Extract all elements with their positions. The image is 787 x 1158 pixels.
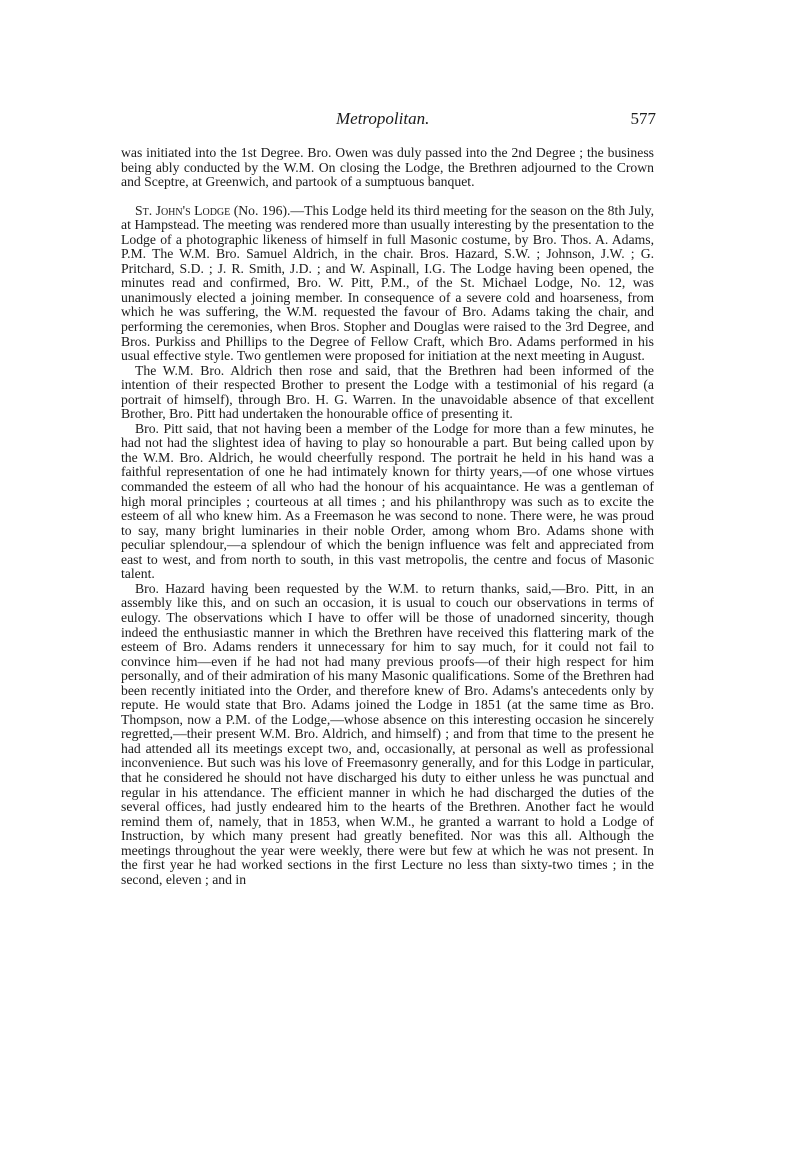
paragraph-st-johns-lodge xyxy=(121,204,654,364)
paragraph-hazard-reply: Bro. Hazard having been requested by the W.M. to return thanks, said,—Bro. Pitt, in an assembly like this, and on such an occasion, it is usual to couch our observations in terms of eulogy. The observations which I have to offer will be those of unadorned sincerity, though indeed the enthusiastic manner in which the Brethren have received this flattering mark of the esteem of Bro. Adams renders it unnecessary for him to say much, for it could not fail to convince him—even if he had not had many previous proofs—of their high respect for him personally, and of their admiration of his many Masonic qualifications. Some of the Brethren had been recently initiated into the Order, and therefore knew of Bro. Adams's antecedents only by repute. He would state that Bro. Adams joined the Lodge in 1851 (at the same time as Bro. Thompson, now a P.M. of the Lodge,—whose absence on this interesting occasion he sincerely regretted,—their present W.M. Bro. Aldrich, and himself) ; and from that time to the present he had attended all its meetings except two, and, occasionally, at personal as well as professional inconvenience. But such was his love of Freemasonry generally, and for this Lodge in particular, that he considered he should not have discharged his duty to either unless he was punctual and regular in his attendance. The efficient manner in which he had discharged the duties of the several offices, had justly endeared him to the hearts of the Brethren. Another fact he would remind them of, namely, that in 1853, when W.M., he granted a warrant to hold a Lodge of Instruction, by which many present had greatly benefited. Nor was this all. Although the meetings throughout the year were weekly, there were but few at which he was not present. In the first year he had worked sections in the first Lecture no less than sixty-two times ; in the second, eleven ; and in xyxy=(121,580,654,887)
running-title: Metropolitan. xyxy=(336,109,430,128)
paragraph-pitt-speech: Bro. Pitt said, that not having been a member of the Lodge for more than a few minutes, he had not had the slightest idea of having to play so honourable a part. But being called upon by the W.M. Bro. Aldrich, he would cheerfully respond. The portrait he held in his hand was a faithful representation of one he had intimately known for thirty years,—of one whose virtues commanded the esteem of all who had the honour of his acquaintance. He was a gentleman of high moral principles ; courteous at all times ; and his philanthropy was such as to excite the esteem of all who knew him. As a Freemason he was second to none. There were, he was proud to say, many bright luminaries in their noble Order, among whom Bro. Adams shone with peculiar splendour,—a splendour of which the benign influence was felt and appreciated from east to west, and from north to south, in this vast metropolis, the centre and focus of Masonic talent. xyxy=(121,420,654,582)
lodge-name: St. John's Lodge xyxy=(135,202,231,218)
article-body xyxy=(121,146,654,887)
page-number: 577 xyxy=(630,109,656,128)
paragraph-aldrich-address: The W.M. Bro. Aldrich then rose and said, that the Brethren had been informed of the intention of their respected Brother to present the Lodge with a testimonial of his regard (a portrait of himself), through Bro. H. G. Warren. In the unavoidable absence of that excellent Brother, Bro. Pitt had undertaken the honourable office of presenting it. xyxy=(121,362,654,422)
paragraph-continuation: was initiated into the 1st Degree. Bro. Owen was duly passed into the 2nd Degree ; the business being ably conducted by the W.M. On closing the Lodge, the Brethren adjourned to the Crown and Sceptre, at Greenwich, and partook of a sumptuous banquet. xyxy=(121,145,654,190)
paragraph-text: (No. 196).—This Lodge held its third meeting for the season on the 8th July, at Hampstead. The meeting was rendered more than usually interesting by the presentation to the Lodge of a photographic likeness of himself in full Masonic costume, by Bro. Thos. A. Adams, P.M. The W.M. Bro. Samuel Aldrich, in the chair. Bros. Hazard, S.W. ; Johnson, J.W. ; G. Pritchard, S.D. ; J. R. Smith, J.D. ; and W. Aspinall, I.G. The Lodge having been opened, the minutes read and confirmed, Bro. W. Pitt, P.M., of the St. Michael Lodge, No. 12, was unanimously elected a joining member. In consequence of a severe cold and hoarseness, from which he was suffering, the W.M. requested the favour of Bro. Adams taking the chair, and performing the ceremonies, when Bros. Stopher and Douglas were raised to the 3rd Degree, and Bros. Purkiss and Phillips to the Degree of Fellow Craft, which Bro. Adams performed in his usual effective style. Two gentlemen were proposed for initiation at the next meeting in August. xyxy=(121,202,654,364)
page-header xyxy=(120,109,660,133)
